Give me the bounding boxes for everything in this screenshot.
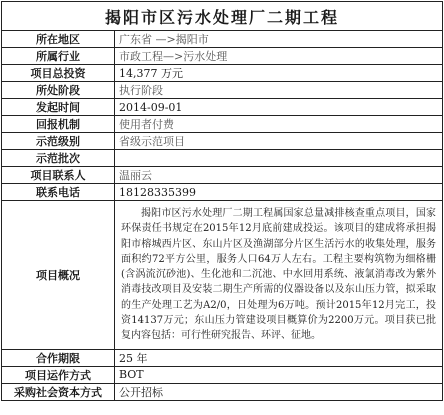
row-industry — [2, 48, 443, 65]
field-label: 所属行业 — [2, 48, 115, 65]
project-overview-text: 揭阳市区污水处理厂二期工程属国家总量减排核查重点项目，国家环保责任书规定在2015年12月底前建成投运。该项目的建成将承担揭阳市榕城西片区、东山片区及渔湖部分片区生活污水的收集处理，服务面积约72平方公里，服务人口64万人左右。工程主要构筑物为细格栅(含涡流沉砂池)、生化池和二沉池、中水回用系统、液氯消毒改为紫外消毒技改项目及安装二期生产所需的仪器设备以及东山压力管，拟采取的生产处理工艺为A2/0，日处理为6万吨。预计2015年12月完工，投资14137万元；东山压力管建设项目概算价为2200万元。项目获已批复内容包括：可行性研究报告、环评、征地。 — [115, 201, 443, 350]
field-value: 市政工程—>污水处理 — [115, 48, 443, 65]
field-label: 项目运作方式 — [2, 366, 115, 383]
row-cooperation-period — [2, 349, 443, 366]
field-label: 回报机制 — [2, 116, 115, 133]
field-value: 18128335399 — [115, 184, 443, 201]
row-overview — [2, 201, 443, 350]
project-info-sheet — [1, 1, 443, 413]
field-value: 使用者付费 — [115, 116, 443, 133]
field-label: 联系电话 — [2, 184, 115, 201]
row-total-investment — [2, 65, 443, 82]
row-operation-mode — [2, 366, 443, 383]
field-label: 项目总投资 — [2, 65, 115, 82]
field-value: 2014-09-01 — [115, 99, 443, 116]
row-demo-level — [2, 133, 443, 150]
field-label: 所处阶段 — [2, 82, 115, 99]
field-label: 采购社会资本方式 — [2, 383, 115, 400]
row-demo-batch — [2, 150, 443, 167]
field-value: 广东省 —>揭阳市 — [115, 31, 443, 48]
field-value: BOT — [115, 366, 443, 383]
field-value — [115, 150, 443, 167]
page-title: 揭阳市区污水处理厂二期工程 — [1, 1, 443, 30]
project-info-table — [1, 30, 443, 401]
field-value: 省级示范项目 — [115, 133, 443, 150]
field-label: 示范级别 — [2, 133, 115, 150]
row-procurement-method — [2, 383, 443, 400]
row-contact-phone — [2, 184, 443, 201]
field-value: 执行阶段 — [115, 82, 443, 99]
field-label: 所在地区 — [2, 31, 115, 48]
field-value: 公开招标 — [115, 383, 443, 400]
row-region — [2, 31, 443, 48]
row-contact-person — [2, 167, 443, 184]
row-stage — [2, 82, 443, 99]
row-return-mechanism — [2, 116, 443, 133]
field-value: 25 年 — [115, 349, 443, 366]
field-label: 合作期限 — [2, 349, 115, 366]
field-value: 14,377 万元 — [115, 65, 443, 82]
field-label: 示范批次 — [2, 150, 115, 167]
field-label: 项目概况 — [2, 201, 115, 350]
field-label: 发起时间 — [2, 99, 115, 116]
field-label: 项目联系人 — [2, 167, 115, 184]
row-start-date — [2, 99, 443, 116]
field-value: 温丽云 — [115, 167, 443, 184]
